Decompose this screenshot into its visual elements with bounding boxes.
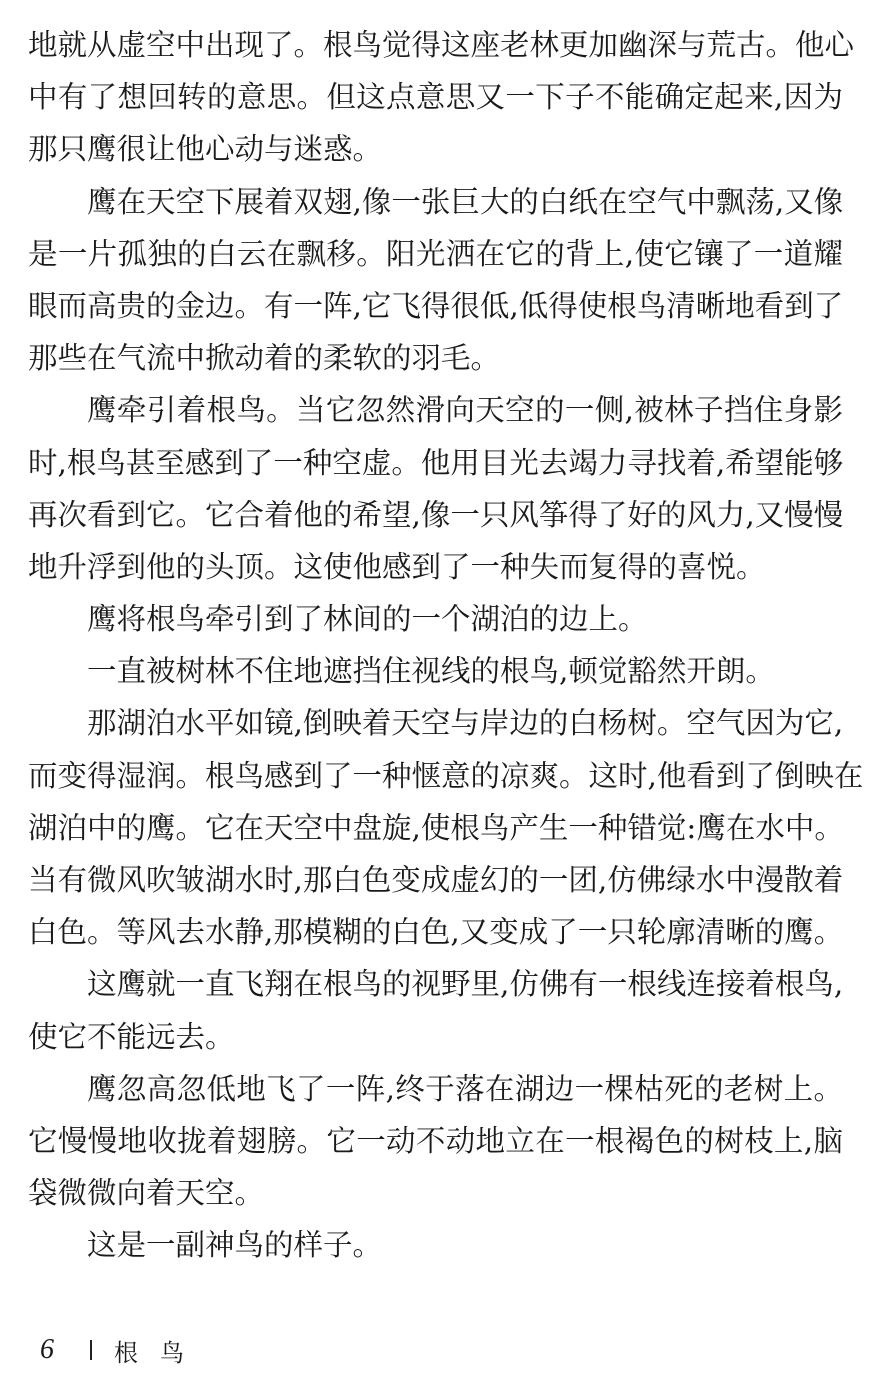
text-line: 地升浮到他的头顶。这使他感到了一种失而复得的喜悦。 bbox=[28, 549, 766, 584]
text-line: 那些在气流中掀动着的柔软的羽毛。 bbox=[28, 341, 501, 376]
text-line: 当有微风吹皱湖水时,那白色变成虚幻的一团,仿佛绿水中漫散着 bbox=[28, 863, 844, 897]
text-line: 湖泊中的鹰。它在天空中盘旋,使根鸟产生一种错觉:鹰在水中。 bbox=[28, 810, 844, 845]
text-line: 这是一副神鸟的样子。 bbox=[87, 1228, 383, 1263]
paragraph bbox=[28, 384, 843, 593]
text-line: 而变得湿润。根鸟感到了一种惬意的凉爽。这时,他看到了倒映在 bbox=[28, 758, 864, 793]
text-line: 眼而高贵的金边。有一阵,它飞得很低,低得使根鸟清晰地看到了 bbox=[28, 288, 844, 323]
paragraph bbox=[28, 176, 843, 385]
text-line: 那湖泊水平如镜,倒映着天空与岸边的白杨树。空气因为它, bbox=[87, 706, 844, 741]
text-line: 中有了想回转的意思。但这点意思又一下子不能确定起来,因为 bbox=[28, 80, 843, 115]
body-text bbox=[28, 19, 864, 1272]
paragraph bbox=[28, 1063, 843, 1220]
text-line: 白色。等风去水静,那模糊的白色,又变成了一只轮廓清晰的鹰。 bbox=[28, 915, 844, 950]
text-line: 那只鹰很让他心动与迷惑。 bbox=[28, 132, 383, 167]
text-line: 是一片孤独的白云在飘移。阳光洒在它的背上,使它镶了一道耀 bbox=[28, 236, 843, 271]
text-line: 鹰在天空下展着双翅,像一张巨大的白纸在空气中飘荡,又像 bbox=[87, 184, 844, 219]
page-footer bbox=[40, 1332, 206, 1368]
text-line: 鹰牵引着根鸟。当它忽然滑向天空的一侧,被林子挡住身影 bbox=[87, 393, 843, 428]
text-line: 再次看到它。它合着他的希望,像一只风筝得了好的风力,又慢慢 bbox=[28, 497, 844, 532]
footer-divider bbox=[90, 1340, 92, 1360]
text-line: 一直被树林不住地遮挡住视线的根鸟,顿觉豁然开朗。 bbox=[87, 654, 775, 689]
paragraph bbox=[28, 645, 843, 697]
paragraph bbox=[28, 1219, 843, 1271]
paragraph bbox=[28, 958, 843, 1062]
text-line: 使它不能远去。 bbox=[28, 1019, 235, 1054]
paragraph bbox=[28, 697, 864, 958]
paragraph bbox=[28, 593, 843, 645]
text-line: 鹰将根鸟牵引到了林间的一个湖泊的边上。 bbox=[87, 602, 648, 637]
text-line: 鹰忽高忽低地飞了一阵,终于落在湖边一棵枯死的老树上。 bbox=[87, 1071, 843, 1106]
text-line: 袋微微向着天空。 bbox=[28, 1176, 265, 1211]
text-line: 它慢慢地收拢着翅膀。它一动不动地立在一根褐色的树枝上,脑 bbox=[28, 1123, 843, 1158]
text-line: 地就从虚空中出现了。根鸟觉得这座老林更加幽深与荒古。他心 bbox=[28, 28, 855, 62]
paragraph bbox=[28, 19, 855, 176]
page-number: 6 bbox=[40, 1334, 54, 1365]
text-line: 这鹰就一直飞翔在根鸟的视野里,仿佛有一根线连接着根鸟, bbox=[87, 967, 844, 1002]
running-title: 根鸟 bbox=[114, 1338, 206, 1367]
text-line: 时,根鸟甚至感到了一种空虚。他用目光去竭力寻找着,希望能够 bbox=[28, 445, 844, 480]
